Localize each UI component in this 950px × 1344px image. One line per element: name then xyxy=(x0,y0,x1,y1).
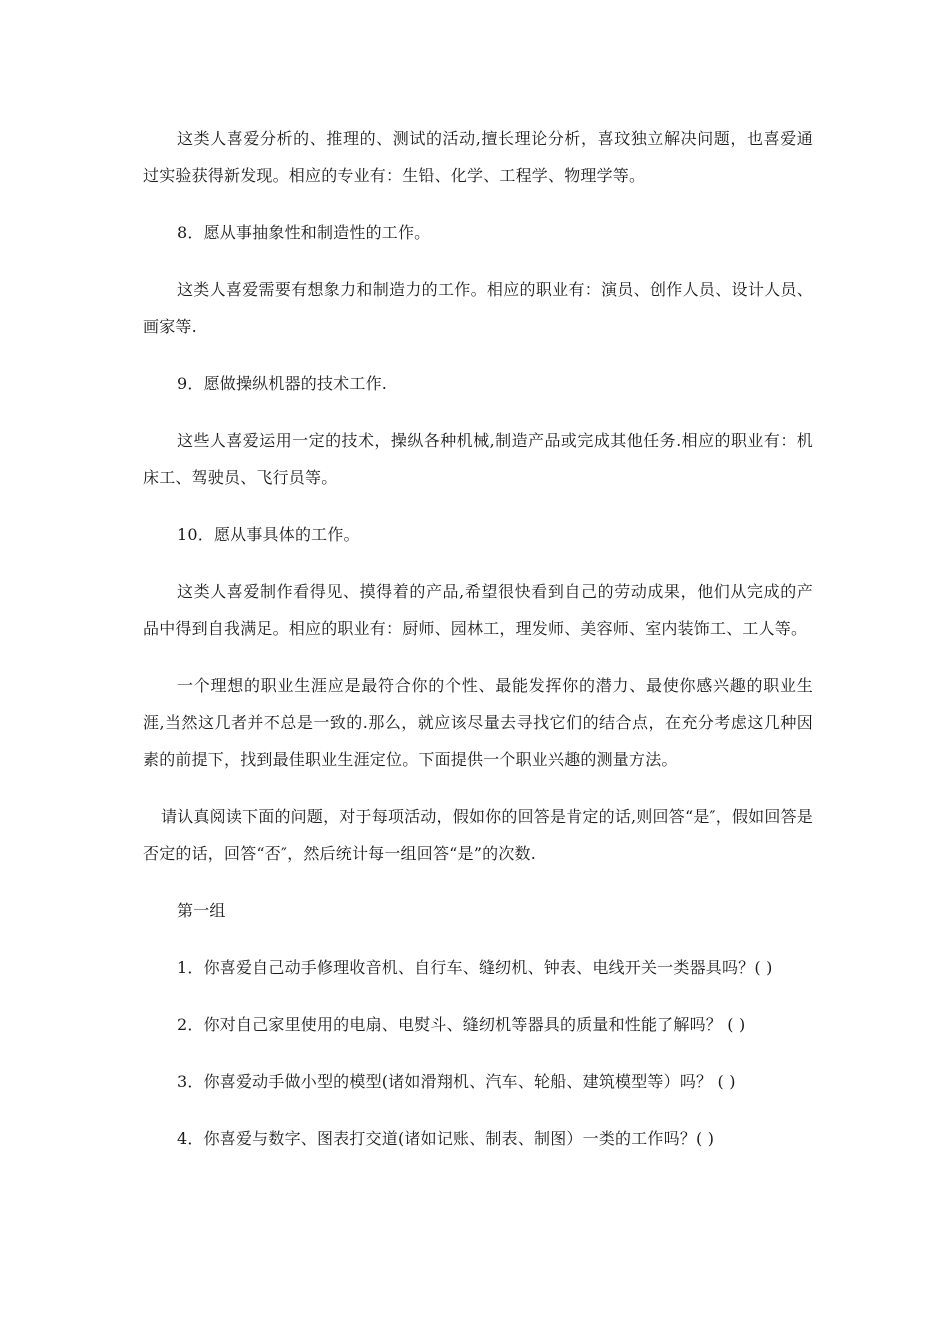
group-1-heading: 第一组 xyxy=(177,901,226,920)
paragraph-concrete-description: 这类人喜爱制作看得见、摸得着的产品,希望很快看到自己的劳动成果，他们从完成的产品中得到自我满足。相应的职业有：厨师、园林工，理发师、美容师、室内装饰工、工人等。 xyxy=(143,582,813,638)
item-8-heading: 8．愿从事抽象性和制造性的工作。 xyxy=(177,223,431,242)
paragraph-investigative-description: 这类人喜爱分析的、推理的、测试的活动,擅长理论分析，喜玟独立解决问题，也喜爱通过实验获得新发现。相应的专业有：生铅、化学、工程学、物理学等。 xyxy=(143,129,813,185)
question-3: 3．你喜爱动手做小型的模型(诸如滑翔机、汽车、轮船、建筑模型等）吗？ ( ) xyxy=(177,1072,736,1091)
question-1: 1．你喜爱自己动手修理收音机、自行车、缝纫机、钟表、电线开关一类器具吗？( ) xyxy=(177,958,773,977)
document-body xyxy=(143,120,813,1157)
paragraph-technical-description: 这些人喜爱运用一定的技术，操纵各种机械,制造产品或完成其他任务.相应的职业有：机床工、驾驶员、飞行员等。 xyxy=(143,431,813,487)
paragraph-artistic-description: 这类人喜爱需要有想象力和制造力的工作。相应的职业有：演员、创作人员、设计人员、画家等. xyxy=(143,280,813,336)
item-9-heading: 9．愿做操纵机器的技术工作. xyxy=(177,374,388,393)
question-2: 2．你对自己家里使用的电扇、电熨斗、缝纫机等器具的质量和性能了解吗？ ( ) xyxy=(177,1015,746,1034)
paragraph-instructions: 请认真阅读下面的问题，对于每项活动，假如你的回答是肯定的话,则回答“是″，假如回答是否定的话，回答“否″，然后统计每一组回答“是”的次数. xyxy=(143,807,813,863)
paragraph-career-ideal: 一个理想的职业生涯应是最符合你的个性、最能发挥你的潜力、最使你感兴趣的职业生涯,当然这几者并不总是一致的.那么，就应该尽量去寻找它们的结合点，在充分考虑这几种因素的前提下，找到最佳职业生涯定位。下面提供一个职业兴趣的测量方法。 xyxy=(143,676,813,769)
question-4: 4．你喜爱与数字、图表打交道(诸如记账、制表、制图）一类的工作吗？( ) xyxy=(177,1129,715,1148)
item-10-heading: 10．愿从事具体的工作。 xyxy=(177,525,360,544)
